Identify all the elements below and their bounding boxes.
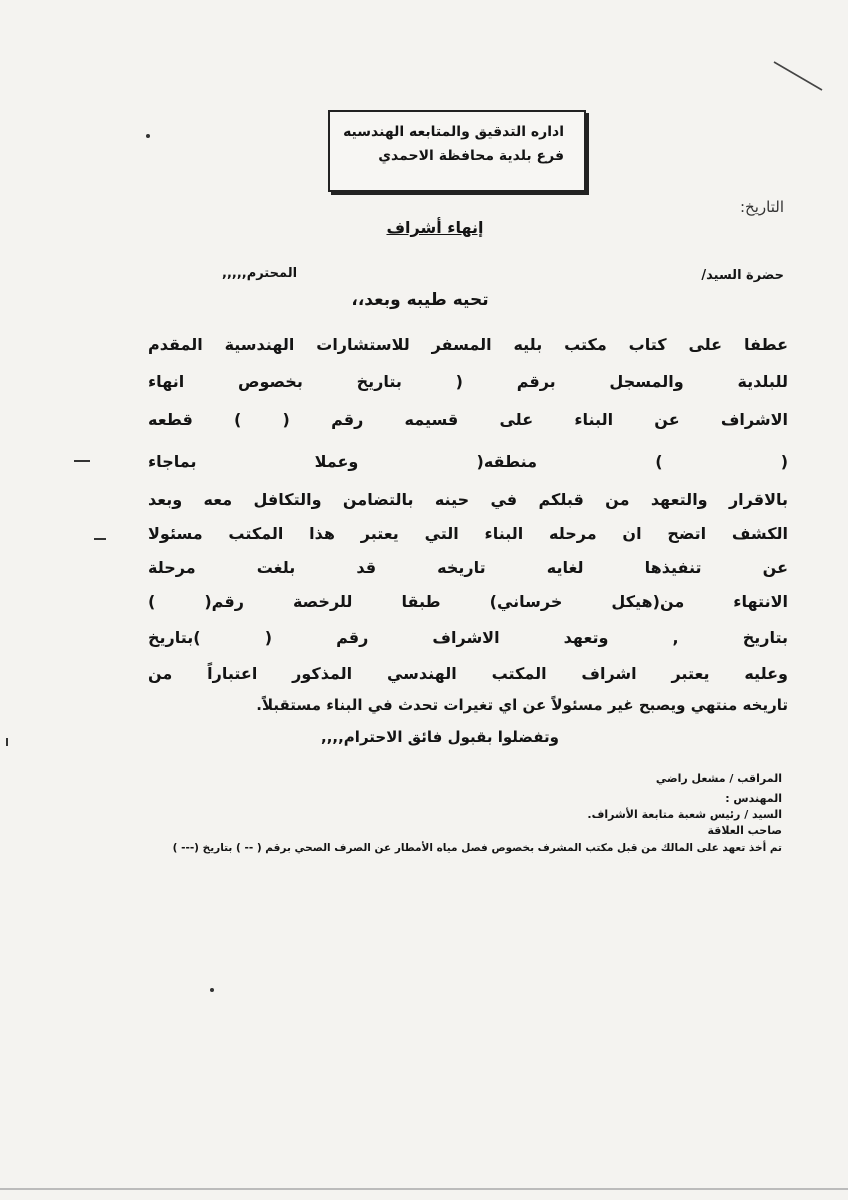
body-line: ( ) منطقه( وعملا بماجاء: [148, 452, 788, 471]
body-end-line: تاريخه منتهي ويصبح غير مسئولاً عن اي تغيرات تحدث في البناء مستقبلاً.: [256, 696, 788, 714]
body-line: الكشف اتضح ان مرحله البناء التي يعتبر هذا المكتب مسئولا: [148, 524, 788, 543]
body-line: الاشراف عن البناء على قسيمه رقم ( ) قطعه: [148, 410, 788, 429]
addressee-label: حضرة السيد/: [701, 268, 784, 283]
concerned-party-line: صاحب العلاقة: [707, 824, 782, 837]
dot-mark: [146, 134, 150, 138]
punch-hole-mark: [74, 460, 90, 462]
body-line: للبلدية والمسجل برقم ( بتاريخ بخصوص انهاء: [148, 372, 788, 391]
respect-label: المحترم,,,,,: [222, 266, 298, 281]
sir-line: السيد / رئيس شعبة متابعة الأشراف.: [587, 808, 782, 821]
dot-mark: [210, 988, 214, 992]
date-label: التاريخ:: [740, 198, 784, 216]
body-line: بتاريخ , وتعهد الاشراف رقم ( )بتاريخ: [148, 628, 788, 647]
edge-mark: [6, 738, 8, 746]
bottom-edge-line: [0, 1188, 848, 1190]
header-box: [328, 110, 586, 192]
closing-line: وتفضلوا بقبول فائق الاحترام,,,,: [321, 728, 559, 746]
undertaking-note: تم أخذ تعهد على المالك من قبل مكتب المشرف بخصوص فصل مياه الأمطار عن الصرف الصحي برقم ( -- ) بتاريخ (--- ): [172, 842, 782, 854]
engineer-line: المهندس :: [725, 792, 782, 805]
inspector-line: المراقب / مشعل راضي: [655, 772, 782, 785]
body-line: الانتهاء من(هيكل خرساني) طبقا للرخصة رقم( ): [148, 592, 788, 611]
body-line: وعليه يعتبر اشراف المكتب الهندسي المذكور اعتباراً من: [148, 664, 788, 683]
body-line: عن تنفيذها لغايه تاريخه قد بلغت مرحلة: [148, 558, 788, 577]
header-line-2: فرع بلدية محافظة الاحمدي: [378, 148, 564, 164]
subject-title: إنهاء أشراف: [386, 218, 484, 237]
body-line: بالاقرار والتعهد من قبلكم في حينه بالتضامن والتكافل معه وبعد: [148, 490, 788, 509]
punch-hole-mark: [94, 538, 106, 540]
body-line: عطفا على كتاب مكتب بليه المسفر للاستشارات الهندسية المقدم: [148, 335, 788, 354]
header-line-1: اداره التدقيق والمتابعه الهندسيه: [343, 124, 564, 140]
greeting: تحيه طيبه وبعد،،: [351, 290, 489, 310]
corner-pen-mark: [770, 56, 830, 96]
